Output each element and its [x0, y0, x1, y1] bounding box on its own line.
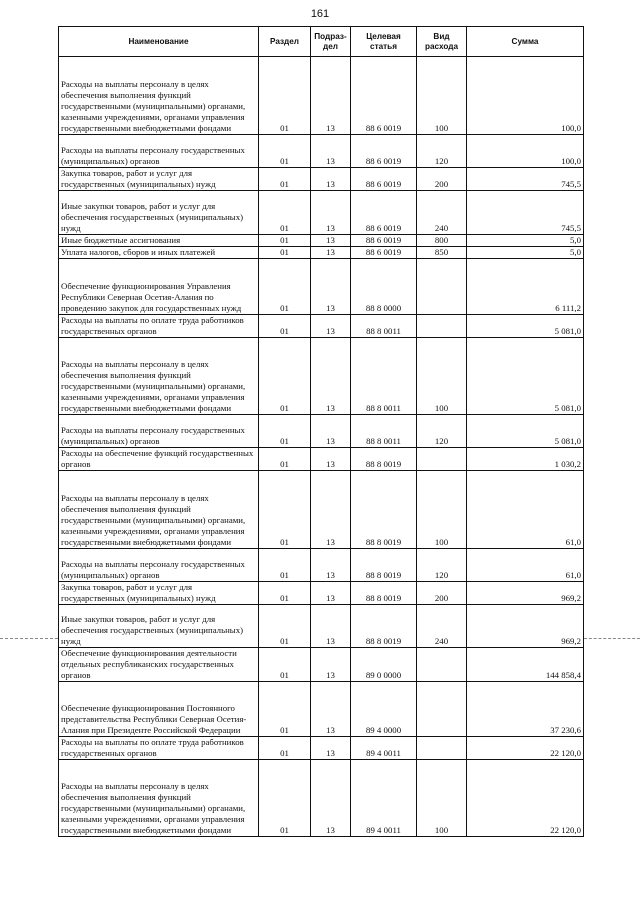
cell-name: Обеспечение функционирования Постоянного представительства Республики Северная Осетия-Алания при Президенте Российской Федерации: [59, 682, 259, 737]
table-row: [59, 448, 584, 471]
header-name: Наименование: [59, 27, 259, 57]
cell-section: 01: [259, 247, 311, 259]
cell-section: 01: [259, 57, 311, 135]
cell-kind: 850: [417, 247, 467, 259]
cell-section: 01: [259, 682, 311, 737]
header-subsection: Подраз- дел: [311, 27, 351, 57]
cell-target: 89 4 0011: [351, 737, 417, 760]
cell-section: 01: [259, 259, 311, 315]
cell-target: 88 8 0019: [351, 549, 417, 582]
cell-subsection: 13: [311, 235, 351, 247]
cell-sum: 22 120,0: [467, 760, 584, 837]
table-row: [59, 315, 584, 338]
cell-section: 01: [259, 135, 311, 168]
table-row: [59, 605, 584, 648]
cell-name: Расходы на выплаты персоналу государственных (муниципальных) органов: [59, 549, 259, 582]
cell-subsection: 13: [311, 259, 351, 315]
cell-name: Расходы на выплаты персоналу государственных (муниципальных) органов: [59, 135, 259, 168]
cell-sum: 6 111,2: [467, 259, 584, 315]
table-row: [59, 259, 584, 315]
cell-target: 89 4 0011: [351, 760, 417, 837]
cell-section: 01: [259, 338, 311, 415]
cell-name: Иные закупки товаров, работ и услуг для обеспечения государственных (муниципальных) нужд: [59, 605, 259, 648]
cell-target: 88 6 0019: [351, 168, 417, 191]
table-row: [59, 471, 584, 549]
cell-section: 01: [259, 168, 311, 191]
header-target: Целевая статья: [351, 27, 417, 57]
cell-name: Закупка товаров, работ и услуг для государственных (муниципальных) нужд: [59, 582, 259, 605]
cell-kind: [417, 648, 467, 682]
cell-section: 01: [259, 315, 311, 338]
header-kind: Вид расхода: [417, 27, 467, 57]
cell-target: 88 6 0019: [351, 191, 417, 235]
cell-target: 88 8 0019: [351, 605, 417, 648]
cell-sum: 745,5: [467, 168, 584, 191]
cell-kind: 100: [417, 471, 467, 549]
table-row: [59, 648, 584, 682]
cell-sum: 100,0: [467, 135, 584, 168]
table-row: [59, 737, 584, 760]
cell-subsection: 13: [311, 315, 351, 338]
fold-line-left: [0, 638, 58, 639]
cell-kind: [417, 682, 467, 737]
header-section: Раздел: [259, 27, 311, 57]
cell-sum: 22 120,0: [467, 737, 584, 760]
table-row: [59, 338, 584, 415]
header-sum: Сумма: [467, 27, 584, 57]
cell-subsection: 13: [311, 191, 351, 235]
cell-sum: 100,0: [467, 57, 584, 135]
table-row: [59, 168, 584, 191]
cell-name: Расходы на выплаты персоналу в целях обеспечения выполнения функций государственными (муниципальными) органами, казенными учреждениями, органами управления государственными внебюджетными фондами: [59, 471, 259, 549]
table-row: [59, 57, 584, 135]
cell-section: 01: [259, 582, 311, 605]
cell-section: 01: [259, 448, 311, 471]
cell-sum: 5,0: [467, 235, 584, 247]
cell-name: Расходы на выплаты персоналу в целях обеспечения выполнения функций государственными (муниципальными) органами, казенными учреждениями, органами управления государственными внебюджетными фондами: [59, 57, 259, 135]
cell-section: 01: [259, 760, 311, 837]
cell-sum: 1 030,2: [467, 448, 584, 471]
budget-table: [58, 26, 584, 837]
cell-target: 88 6 0019: [351, 57, 417, 135]
cell-kind: 120: [417, 135, 467, 168]
cell-kind: [417, 448, 467, 471]
cell-name: Расходы на выплаты по оплате труда работников государственных органов: [59, 315, 259, 338]
table-header: [59, 27, 584, 57]
cell-kind: 240: [417, 191, 467, 235]
cell-target: 88 6 0019: [351, 235, 417, 247]
table-row: [59, 135, 584, 168]
cell-subsection: 13: [311, 168, 351, 191]
fold-line-right: [584, 638, 640, 639]
cell-name: Иные закупки товаров, работ и услуг для обеспечения государственных (муниципальных) нужд: [59, 191, 259, 235]
cell-section: 01: [259, 648, 311, 682]
cell-kind: 240: [417, 605, 467, 648]
cell-name: Расходы на выплаты персоналу государственных (муниципальных) органов: [59, 415, 259, 448]
cell-subsection: 13: [311, 549, 351, 582]
table-body: [59, 57, 584, 837]
cell-kind: 100: [417, 57, 467, 135]
cell-sum: 5 081,0: [467, 315, 584, 338]
cell-sum: 5,0: [467, 247, 584, 259]
table-row: [59, 682, 584, 737]
cell-kind: 100: [417, 760, 467, 837]
cell-target: 88 8 0011: [351, 415, 417, 448]
table-row: [59, 760, 584, 837]
cell-sum: 5 081,0: [467, 338, 584, 415]
cell-name: Расходы на выплаты персоналу в целях обеспечения выполнения функций государственными (муниципальными) органами, казенными учреждениями, органами управления государственными внебюджетными фондами: [59, 338, 259, 415]
cell-subsection: 13: [311, 415, 351, 448]
cell-target: 89 4 0000: [351, 682, 417, 737]
cell-section: 01: [259, 191, 311, 235]
cell-kind: 120: [417, 549, 467, 582]
cell-name: Расходы на выплаты по оплате труда работников государственных органов: [59, 737, 259, 760]
cell-name: Закупка товаров, работ и услуг для государственных (муниципальных) нужд: [59, 168, 259, 191]
cell-target: 88 8 0019: [351, 448, 417, 471]
cell-sum: 37 230,6: [467, 682, 584, 737]
cell-target: 88 8 0019: [351, 471, 417, 549]
cell-subsection: 13: [311, 247, 351, 259]
cell-name: Уплата налогов, сборов и иных платежей: [59, 247, 259, 259]
cell-subsection: 13: [311, 582, 351, 605]
cell-subsection: 13: [311, 760, 351, 837]
cell-kind: [417, 737, 467, 760]
cell-section: 01: [259, 471, 311, 549]
table-row: [59, 191, 584, 235]
cell-target: 88 8 0019: [351, 582, 417, 605]
cell-subsection: 13: [311, 682, 351, 737]
cell-sum: 61,0: [467, 471, 584, 549]
cell-kind: 120: [417, 415, 467, 448]
cell-kind: [417, 259, 467, 315]
table-row: [59, 235, 584, 247]
cell-kind: 200: [417, 168, 467, 191]
cell-sum: 969,2: [467, 582, 584, 605]
cell-subsection: 13: [311, 338, 351, 415]
cell-target: 88 6 0019: [351, 135, 417, 168]
cell-sum: 61,0: [467, 549, 584, 582]
cell-subsection: 13: [311, 737, 351, 760]
cell-name: Расходы на выплаты персоналу в целях обеспечения выполнения функций государственными (муниципальными) органами, казенными учреждениями, органами управления государственными внебюджетными фондами: [59, 760, 259, 837]
cell-name: Обеспечение функционирования Управления Республики Северная Осетия-Алания по проведению закупок для государственных нужд: [59, 259, 259, 315]
cell-sum: 144 858,4: [467, 648, 584, 682]
cell-target: 88 8 0011: [351, 315, 417, 338]
cell-target: 88 6 0019: [351, 247, 417, 259]
cell-name: Обеспечение функционирования деятельности отдельных республиканских государственных органов: [59, 648, 259, 682]
cell-section: 01: [259, 737, 311, 760]
cell-target: 88 8 0000: [351, 259, 417, 315]
cell-kind: 100: [417, 338, 467, 415]
cell-sum: 745,5: [467, 191, 584, 235]
cell-subsection: 13: [311, 648, 351, 682]
cell-name: Иные бюджетные ассигнования: [59, 235, 259, 247]
cell-section: 01: [259, 605, 311, 648]
cell-name: Расходы на обеспечение функций государственных органов: [59, 448, 259, 471]
cell-section: 01: [259, 415, 311, 448]
cell-sum: 5 081,0: [467, 415, 584, 448]
cell-kind: 800: [417, 235, 467, 247]
cell-section: 01: [259, 549, 311, 582]
table-row: [59, 247, 584, 259]
cell-subsection: 13: [311, 471, 351, 549]
cell-kind: [417, 315, 467, 338]
cell-target: 89 0 0000: [351, 648, 417, 682]
table-row: [59, 549, 584, 582]
cell-subsection: 13: [311, 448, 351, 471]
cell-subsection: 13: [311, 57, 351, 135]
table-row: [59, 415, 584, 448]
cell-sum: 969,2: [467, 605, 584, 648]
page-number: 161: [310, 8, 330, 20]
cell-section: 01: [259, 235, 311, 247]
cell-kind: 200: [417, 582, 467, 605]
cell-subsection: 13: [311, 135, 351, 168]
cell-target: 88 8 0011: [351, 338, 417, 415]
table-row: [59, 582, 584, 605]
cell-subsection: 13: [311, 605, 351, 648]
